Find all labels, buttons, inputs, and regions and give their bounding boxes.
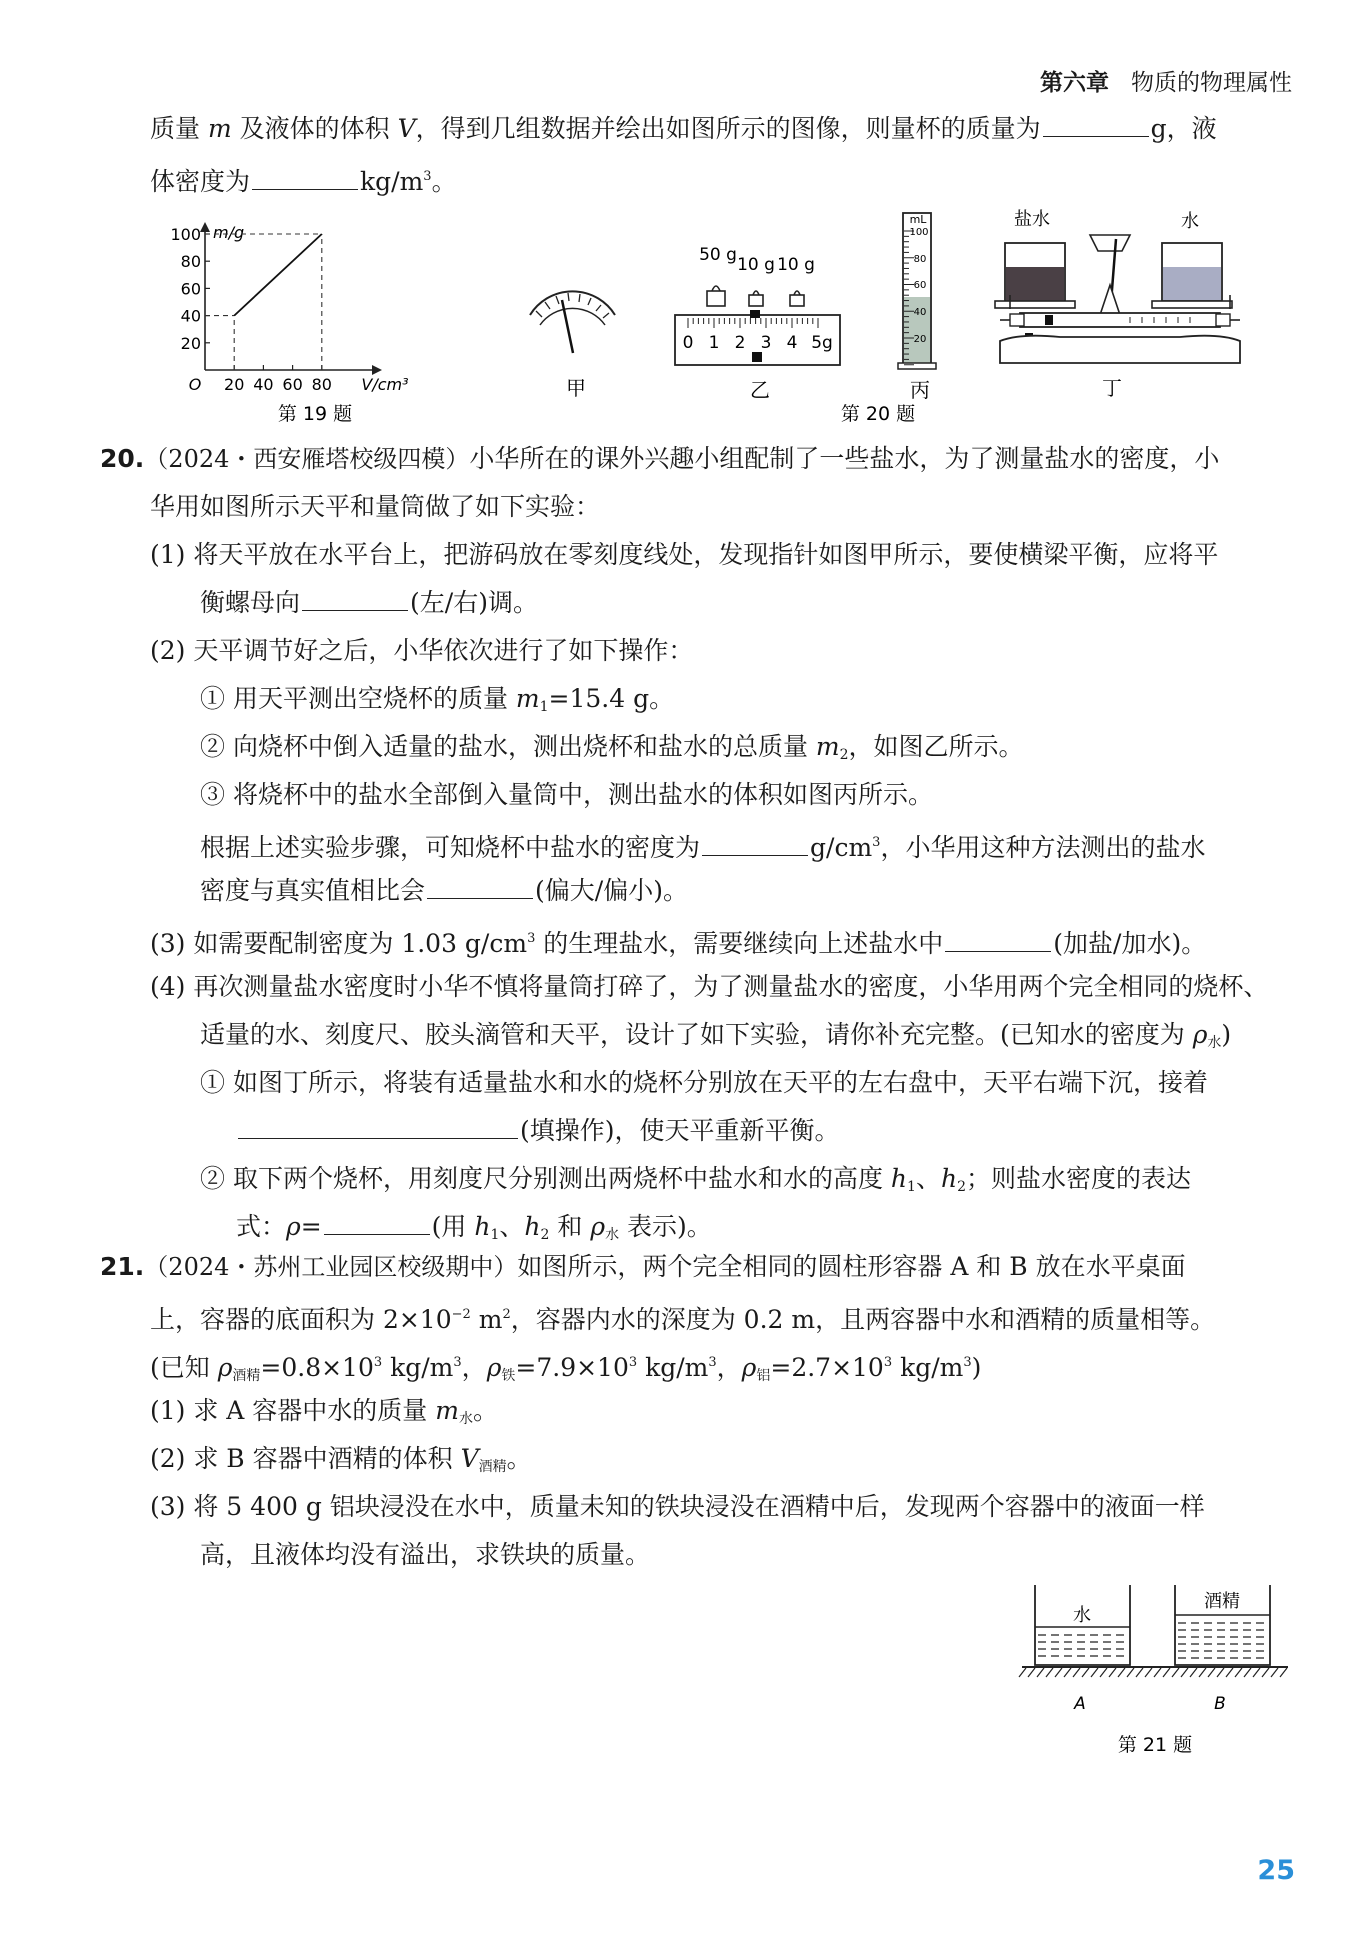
x-tick-label: 80 (311, 375, 332, 394)
x-axis-arrow (372, 365, 382, 375)
fig19-chart (170, 222, 490, 425)
fig20-group (500, 205, 1300, 425)
y-tick-label: 100 (170, 225, 201, 244)
x-tick-label: 20 (224, 375, 245, 394)
ground-hatch (1262, 1668, 1269, 1677)
x-tick-label: 40 (253, 375, 274, 394)
answer-blank[interactable] (324, 1212, 430, 1235)
ground-hatch (1109, 1668, 1116, 1677)
chapter-label: 第六章 (1040, 70, 1109, 96)
cylinder-mark: 100 (909, 227, 929, 238)
ground-hatch (1073, 1668, 1080, 1677)
cylinder-mark: 20 (913, 334, 927, 345)
question-number: 21. (100, 1252, 145, 1281)
cylinder-mark: 40 (913, 307, 927, 318)
y-tick-label: 80 (180, 252, 201, 272)
ground-hatch (1100, 1668, 1107, 1677)
y-axis-label: m/g (213, 223, 245, 242)
answer-blank[interactable] (302, 588, 408, 611)
weight-10g-label: 10 g (777, 255, 815, 275)
label-bing: 丙 (910, 378, 930, 402)
y-tick-label: 60 (180, 279, 201, 299)
question-number: 20. (100, 444, 145, 473)
page-header (1040, 64, 1292, 97)
ground-hatch (1046, 1668, 1053, 1677)
ground-hatch (1064, 1668, 1071, 1677)
x-axis-label: V/cm³ (361, 375, 409, 394)
weight-10g-label: 10 g (737, 255, 775, 275)
ground-hatch (1091, 1668, 1098, 1677)
ground-hatch (1127, 1668, 1134, 1677)
ground-hatch (1271, 1668, 1278, 1677)
water-label: 水 (1181, 211, 1199, 232)
scale-label: 3 (760, 333, 772, 353)
ground-hatch (1199, 1668, 1206, 1677)
scale-label: 5g (811, 333, 833, 353)
cylinder-unit: mL (909, 213, 927, 226)
ground-hatch (1280, 1668, 1287, 1677)
scale-label: 2 (734, 333, 746, 353)
y-tick-label: 40 (180, 306, 201, 326)
ground-hatch (1253, 1668, 1260, 1677)
scale-label: 0 (682, 333, 694, 353)
alcohol-label: 酒精 (1204, 1591, 1240, 1612)
origin-label: O (188, 375, 202, 394)
ground-hatch (1082, 1668, 1089, 1677)
answer-blank[interactable] (252, 167, 358, 190)
balance-figure (995, 209, 1240, 400)
ground-hatch (1145, 1668, 1152, 1677)
cylinder-figure (898, 213, 936, 402)
question-source: （2024・苏州工业园区校级期中） (144, 1253, 518, 1281)
series-line (234, 234, 322, 316)
fig21-caption: 第 21 题 (1117, 1734, 1193, 1756)
label-yi: 乙 (750, 378, 770, 402)
answer-blank[interactable] (702, 833, 808, 856)
weights-scale-figure (675, 245, 840, 402)
cylinder-mark: 80 (913, 254, 927, 265)
dial-figure (530, 291, 615, 400)
question-source: （2024・西安雁塔校级四模） (144, 445, 470, 473)
answer-blank[interactable] (1043, 114, 1149, 137)
ground-hatch (1118, 1668, 1125, 1677)
fig21-containers (1020, 1575, 1300, 1760)
chapter-title: 物质的物理属性 (1131, 70, 1292, 96)
container-A-label: A (1074, 1694, 1086, 1714)
ground-hatch (1037, 1668, 1044, 1677)
cylinder-mark: 60 (913, 280, 927, 291)
page-number: 25 (1257, 1855, 1295, 1886)
container-B-label: B (1214, 1694, 1226, 1714)
ground-hatch (1163, 1668, 1170, 1677)
water-label: 水 (1073, 1605, 1091, 1626)
ground-hatch (1055, 1668, 1062, 1677)
answer-blank[interactable] (427, 876, 533, 899)
ground-hatch (1136, 1668, 1143, 1677)
chart-title: 第 19 题 (277, 403, 353, 425)
ground-hatch (1235, 1668, 1242, 1677)
fig20-caption: 第 20 题 (840, 403, 916, 425)
ground-hatch (1217, 1668, 1224, 1677)
y-tick-label: 20 (180, 333, 201, 353)
scale-label: 4 (786, 333, 798, 353)
ground-hatch (1172, 1668, 1179, 1677)
y-axis-arrow (200, 222, 210, 232)
weight-50g-label: 50 g (699, 245, 737, 265)
scale-label: 1 (708, 333, 720, 353)
ground-hatch (1208, 1668, 1215, 1677)
ground-hatch (1028, 1668, 1035, 1677)
answer-blank[interactable] (238, 1116, 518, 1139)
label-ding: 丁 (1102, 376, 1122, 400)
ground-hatch (1190, 1668, 1197, 1677)
x-tick-label: 60 (282, 375, 303, 394)
ground-hatch (1181, 1668, 1188, 1677)
ground-hatch (1154, 1668, 1161, 1677)
label-jia: 甲 (566, 376, 586, 400)
ground-hatch (1244, 1668, 1251, 1677)
ground-hatch (1019, 1668, 1026, 1677)
saltwater-label: 盐水 (1014, 209, 1050, 230)
answer-blank[interactable] (945, 929, 1051, 952)
ground-hatch (1226, 1668, 1233, 1677)
